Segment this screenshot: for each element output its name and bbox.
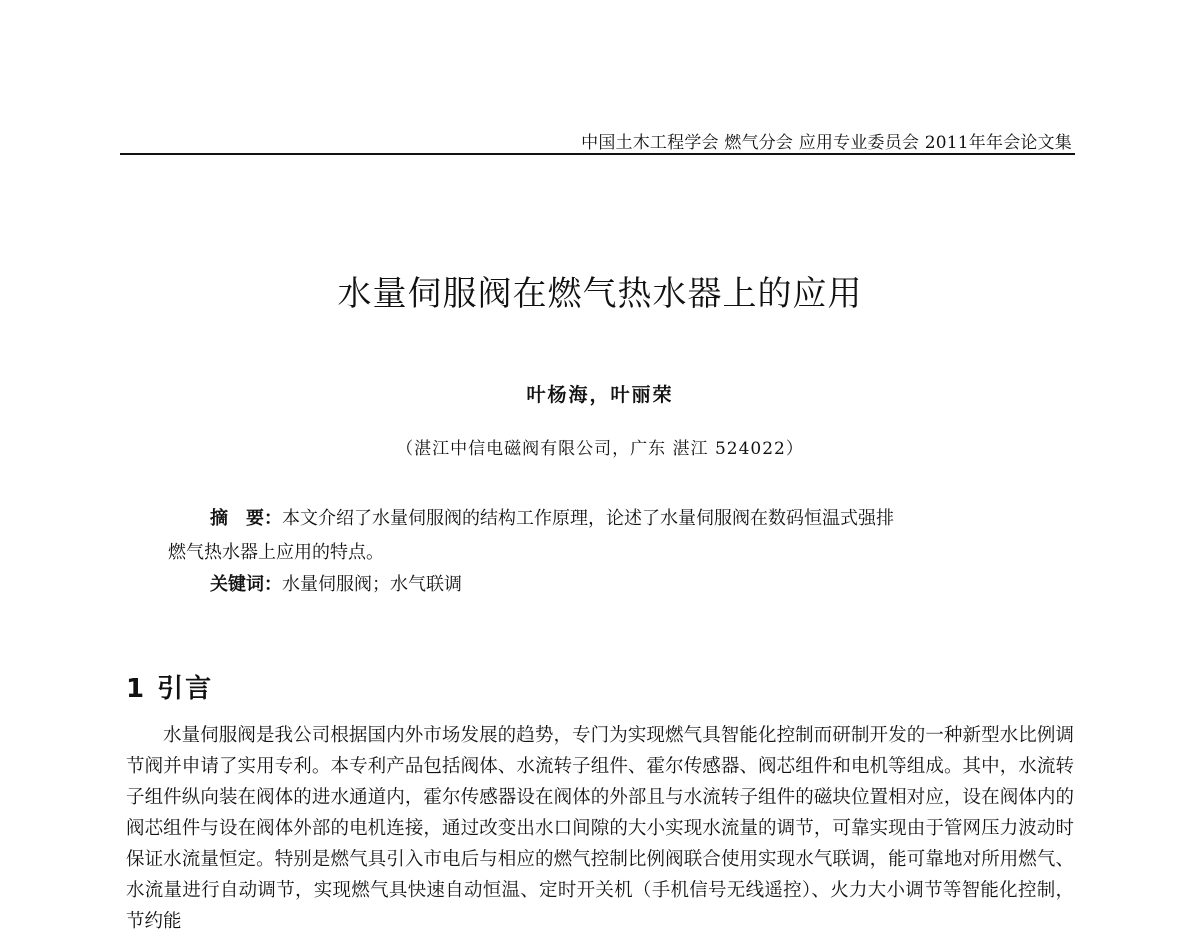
keywords-block <box>210 568 462 602</box>
abstract-text-2: 燃气热水器上应用的特点。 <box>168 542 384 563</box>
abstract-label: 摘 要： <box>210 508 282 529</box>
header-rule <box>120 153 1075 155</box>
paper-affiliation: （湛江中信电磁阀有限公司，广东 湛江 524022） <box>396 439 804 459</box>
section-paragraph: 水量伺服阀是我公司根据国内外市场发展的趋势，专门为实现燃气具智能化控制而研制开发的一种新型水比例调节阀并申请了实用专利。本专利产品包括阀体、水流转子组件、霍尔传感器、阀芯组件和电机等组成。其中，水流转子组件纵向装在阀体的进水通道内，霍尔传感器设在阀体的外部且与水流转子组件的磁块位置相对应，设在阀体内的阀芯组件与设在阀体外部的电机连接，通过改变出水口间隙的大小实现水流量的调节，可靠实现由于管网压力波动时保证水流量恒定。特别是燃气具引入市电后与相应的燃气控制比例阀联合使用实现水气联调，能可靠地对所用燃气、水流量进行自动调节，实现燃气具快速自动恒温、定时开关机（手机信号无线遥控）、火力大小调节等智能化控制，节约能 <box>126 725 1074 932</box>
keywords-text: 水量伺服阀；水气联调 <box>282 574 462 595</box>
abstract-text-1: 本文介绍了水量伺服阀的结构工作原理，论述了水量伺服阀在数码恒温式强排 <box>282 508 894 529</box>
paper-title: 水量伺服阀在燃气热水器上的应用 <box>337 274 863 314</box>
section-heading-introduction: 1 引言 <box>126 674 214 704</box>
keywords-label: 关键词： <box>210 574 282 595</box>
running-header: 中国土木工程学会 燃气分会 应用专业委员会 2011年年会论文集 <box>581 133 1072 153</box>
abstract-line-1 <box>168 502 1048 536</box>
paper-authors: 叶杨海，叶丽荣 <box>526 384 674 406</box>
abstract-block <box>168 502 1048 570</box>
